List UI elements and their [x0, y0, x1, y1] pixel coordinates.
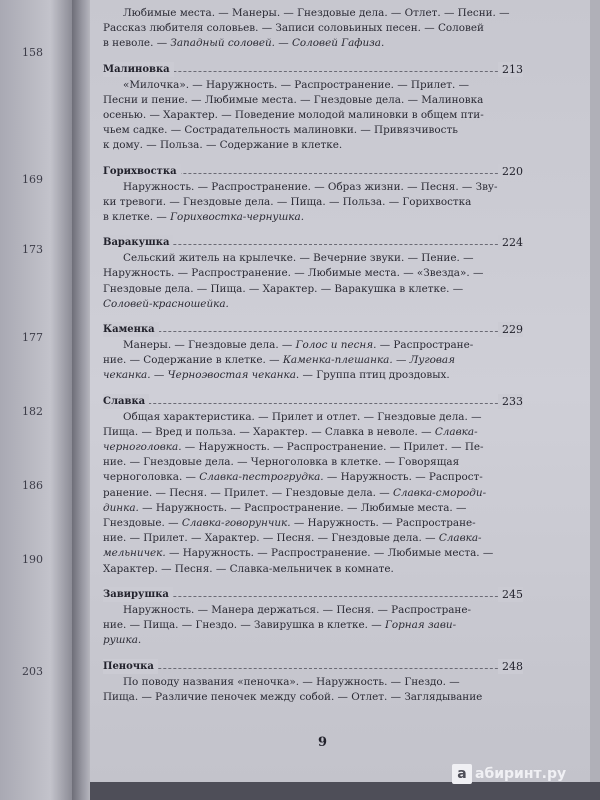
entry-page: 245: [498, 587, 523, 602]
toc-line: мельничек. — Наружность. — Распространение. — Любимые места. —: [103, 547, 494, 560]
entry-title: Пеночка: [103, 659, 158, 674]
toc-line: Наружность. — Распространение. — Образ жизни. — Песня. — Зву-: [123, 180, 498, 193]
toc-line: черноголовка. — Наружность. — Распространение. — Прилет. — Пе-: [103, 441, 484, 454]
toc-line: Наружность. — Распространение. — Любимые места. — «Звезда». —: [103, 267, 484, 280]
entry-page: 220: [498, 164, 523, 179]
toc-line: чеканка. — Черноэвостая чеканка. — Группа птиц дроздовых.: [103, 369, 450, 382]
toc-entry-heading: [103, 585, 523, 603]
left-page-number: 186: [22, 479, 43, 492]
toc-line: Рассказ любителя соловьев. — Записи соловьиных песен. — Соловей: [103, 22, 484, 35]
toc-line: ранение. — Песня. — Прилет. — Гнездовые дела. — Славка-смороди-: [103, 486, 487, 499]
toc-line: ки тревоги. — Гнездовые дела. — Пища. — Польза. — Горихвостка: [103, 195, 472, 208]
toc-line: Песни и пение. — Любимые места. — Гнездовые дела. — Малиновка: [103, 93, 484, 106]
entry-page: 248: [498, 659, 523, 674]
toc-line: ние. — Пища. — Гнездо. — Завирушка в клетке. — Горная зави-: [103, 619, 457, 632]
entry-title: Каменка: [103, 322, 159, 337]
left-page-number: 158: [22, 46, 43, 59]
toc-line: Любимые места. — Манеры. — Гнездовые дела. — Отлет. — Песни. —: [123, 7, 510, 19]
toc-line: «Милочка». — Наружность. — Распространение. — Прилет. —: [123, 78, 470, 91]
toc-line: чьем садке. — Сострадательность малиновки. — Привязчивость: [103, 124, 458, 137]
toc-entry-heading: [103, 233, 523, 251]
left-page-number: 182: [22, 405, 43, 418]
entry-title: Славка: [103, 394, 149, 409]
toc-continuation: [103, 6, 523, 52]
entry-title: Варакушка: [103, 235, 173, 250]
next-page-edge: [590, 0, 600, 782]
entry-page: 224: [498, 235, 523, 250]
left-page-number: 190: [22, 553, 43, 566]
entry-title: Малиновка: [103, 62, 174, 77]
leader-dots: [103, 403, 523, 404]
entry-page: 229: [498, 322, 523, 337]
watermark: [452, 764, 566, 784]
toc-entry: [103, 320, 523, 384]
toc-line: в клетке. — Горихвостка-чернушка.: [103, 211, 304, 224]
toc-line: Соловей-красношейка.: [103, 297, 229, 310]
labirint-logo-icon: a: [452, 764, 472, 784]
left-page-number: 173: [22, 243, 43, 256]
toc-line: По поводу названия «пеночка». — Наружность. — Гнездо. —: [123, 675, 460, 688]
entry-title: Горихвостка: [103, 164, 181, 179]
toc-line: ние. — Гнездовые дела. — Черноголовка в клетке. — Говорящая: [103, 456, 460, 469]
table-surface: [90, 782, 600, 800]
toc-entry: [103, 162, 523, 226]
toc-line: рушка.: [103, 634, 142, 647]
left-page-number: 203: [22, 665, 43, 678]
toc-entry-heading: [103, 657, 523, 675]
left-page-edge: [0, 0, 72, 800]
toc-line: к дому. — Польза. — Содержание в клетке.: [103, 139, 343, 152]
toc-entry: [103, 60, 523, 154]
watermark-text: абиринт.ру: [475, 766, 567, 782]
leader-dots: [103, 331, 523, 332]
toc-entry: [103, 233, 523, 312]
toc-line: в неволе. — Западный соловей. — Соловей Гафиза.: [103, 37, 385, 50]
leader-dots: [103, 668, 523, 669]
toc-line: Характер. — Песня. — Славка-мельничек в комнате.: [103, 562, 394, 575]
page-number: 9: [318, 735, 328, 750]
left-page-number: 177: [22, 331, 43, 344]
toc-line: Общая характеристика. — Прилет и отлет. — Гнездовые дела. —: [123, 410, 482, 423]
toc-entry: [103, 585, 523, 649]
toc-entry: [103, 657, 523, 705]
toc-entry-heading: [103, 162, 523, 180]
toc-entry: [103, 392, 523, 577]
toc-entry-heading: [103, 60, 523, 78]
table-of-contents: [103, 6, 523, 705]
toc-line: Пища. — Различие пеночек между собой. — Отлет. — Заглядывание: [103, 690, 483, 703]
toc-entry-heading: [103, 392, 523, 410]
toc-line: осенью. — Характер. — Поведение молодой малиновки в общем пти-: [103, 109, 484, 122]
toc-line: Гнездовые дела. — Пища. — Характер. — Варакушка в клетке. —: [103, 282, 464, 295]
toc-line: Пища. — Вред и польза. — Характер. — Славка в неволе. — Славка-: [103, 425, 478, 438]
entry-page: 233: [498, 394, 523, 409]
toc-entry-heading: [103, 320, 523, 338]
toc-line: Сельский житель на крылечке. — Вечерние звуки. — Пение. —: [123, 252, 474, 265]
book-gutter: [72, 0, 90, 800]
toc-line: Наружность. — Манера держаться. — Песня. — Распростране-: [123, 603, 472, 616]
toc-line: динка. — Наружность. — Распространение. — Любимые места. —: [103, 501, 467, 514]
entry-title: Завирушка: [103, 587, 173, 602]
toc-line: Гнездовые. — Славка-говорунчик. — Наружность. — Распростране-: [103, 517, 476, 530]
toc-line: Манеры. — Гнездовые дела. — Голос и песня. — Распростране-: [123, 339, 474, 352]
toc-line: ние. — Содержание в клетке. — Каменка-плешанка. — Луговая: [103, 354, 455, 367]
toc-line: черноголовка. — Славка-пестрогрудка. — Наружность. — Распрост-: [103, 471, 483, 484]
toc-line: ние. — Прилет. — Характер. — Песня. — Гнездовые дела. — Славка-: [103, 532, 482, 545]
left-page-number: 169: [22, 173, 43, 186]
entry-page: 213: [498, 62, 523, 77]
